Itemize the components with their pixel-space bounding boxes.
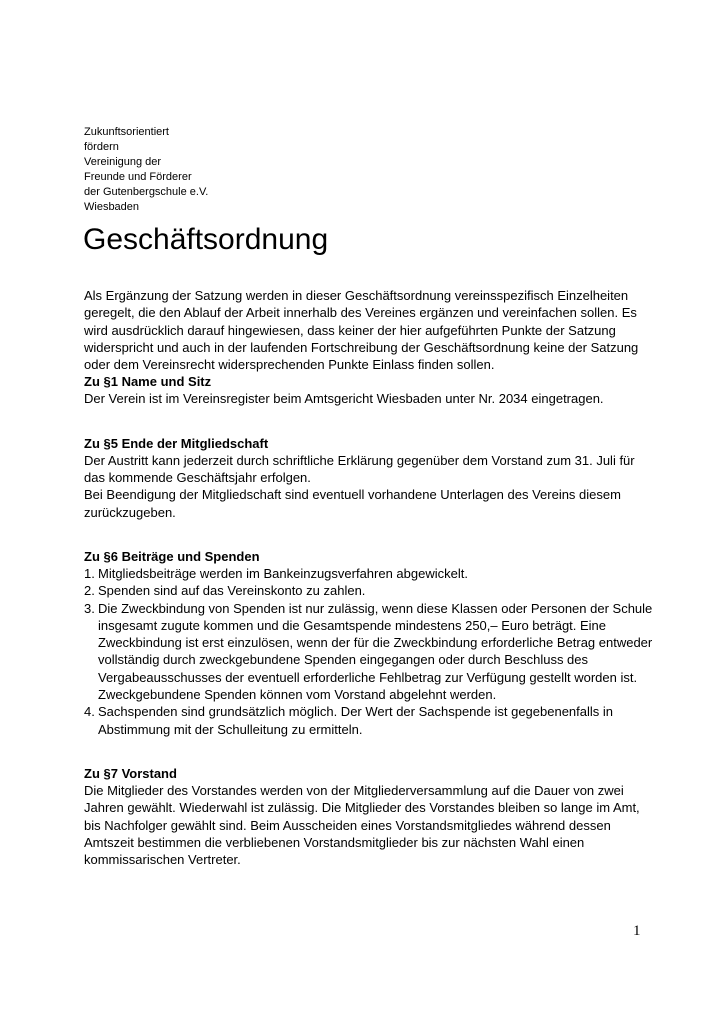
numbered-list (84, 565, 659, 738)
header-line: Zukunftsorientiert (84, 126, 169, 138)
list-number: 3. (84, 600, 95, 616)
list-item-text: Spenden sind auf das Vereinskonto zu zahlen. (98, 583, 366, 599)
header-line: der Gutenbergschule e.V. (84, 186, 209, 198)
list-item (84, 582, 659, 599)
section-text: Die Mitglieder des Vorstandes werden von der Mitgliederversammlung auf die Dauer von zwei Jahren gewählt. Wiederwahl ist zulässig. Die Mitglieder des Vorstandes bleiben so lange im Amt, bis Nachfolger gewählt sind. Beim Ausscheiden eines Vorstandsmitgliedes während dessen Amtszeit bestimmen die verbliebenen Vorstandsmitglieder bis zur nächsten Wahl einen kommissarischen Vertreter. (84, 782, 640, 868)
list-item-text: Mitgliedsbeiträge werden im Bankeinzugsverfahren abgewickelt. (98, 565, 468, 581)
page-number: 1 (633, 923, 641, 939)
header-line: Vereinigung der (84, 156, 162, 168)
section-heading: Zu §5 Ende der Mitgliedschaft (84, 435, 269, 451)
section-7 (84, 765, 659, 868)
header-line: fördern (84, 141, 119, 153)
section-text: Bei Beendigung der Mitgliedschaft sind eventuell vorhandene Unterlagen des Vereins diesem zurückzugeben. (84, 487, 621, 520)
section-heading: Zu §1 Name und Sitz (84, 374, 212, 390)
list-item (84, 600, 659, 704)
list-item (84, 703, 659, 738)
section-text: Der Austritt kann jederzeit durch schriftliche Erklärung gegenüber dem Vorstand zum 31. Juli für das kommende Geschäftsjahr erfolgen. (84, 452, 635, 486)
list-item-text: Sachspenden sind grundsätzlich möglich. Der Wert der Sachspende ist gegebenenfalls in Abstimmung mit der Schulleitung zu ermitteln. (98, 704, 614, 737)
section-heading: Zu §6 Beiträge und Spenden (84, 548, 260, 564)
list-item-text: Die Zweckbindung von Spenden ist nur zulässig, wenn diese Klassen oder Personen der Schule insgesamt zugute kommen und die Gesamtspende mindestens 250,– Euro beträgt. Eine Zweckbindung ist erst einzulösen, wenn der für die Zweckbindung erforderliche Betrag entweder vollständig durch zweckgebundene Spenden eingegangen oder durch Beschluss des Vergabeausschusses der eventuell erforderliche Fehlbetrag zur Verfügung gestellt worden ist. (98, 600, 653, 685)
organization-header (84, 125, 208, 215)
section-heading: Zu §7 Vorstand (84, 765, 177, 781)
document-body (84, 287, 659, 868)
list-item (84, 565, 659, 582)
list-item-extra: Zweckgebundene Spenden können vom Vorstand abgelehnt werden. (98, 687, 497, 703)
section-1 (84, 373, 659, 407)
section-5 (84, 435, 659, 521)
list-number: 1. (84, 565, 95, 581)
header-line: Wiesbaden (84, 201, 140, 213)
header-line: Freunde und Förderer (84, 171, 192, 183)
section-6 (84, 548, 659, 738)
list-number: 2. (84, 583, 95, 599)
list-number: 4. (84, 704, 95, 720)
intro-paragraph: Als Ergänzung der Satzung werden in dieser Geschäftsordnung vereinsspezifisch Einzelheiten geregelt, die den Ablauf der Arbeit innerhalb des Vereines ergänzen und vereinfachen sollen. Es wird ausdrücklich darauf hingewiesen, dass keiner der hier aufgeführten Punkte der Satzung widerspricht und auch in der laufenden Fortschreibung der Geschäftsordnung keine der Satzung oder dem Vereinsrecht widersprechenden Punkte Einlass finden sollen. (84, 288, 639, 373)
document-title: Geschäftsordnung (83, 223, 329, 256)
section-text: Der Verein ist im Vereinsregister beim Amtsgericht Wiesbaden unter Nr. 2034 eingetragen. (84, 391, 604, 407)
